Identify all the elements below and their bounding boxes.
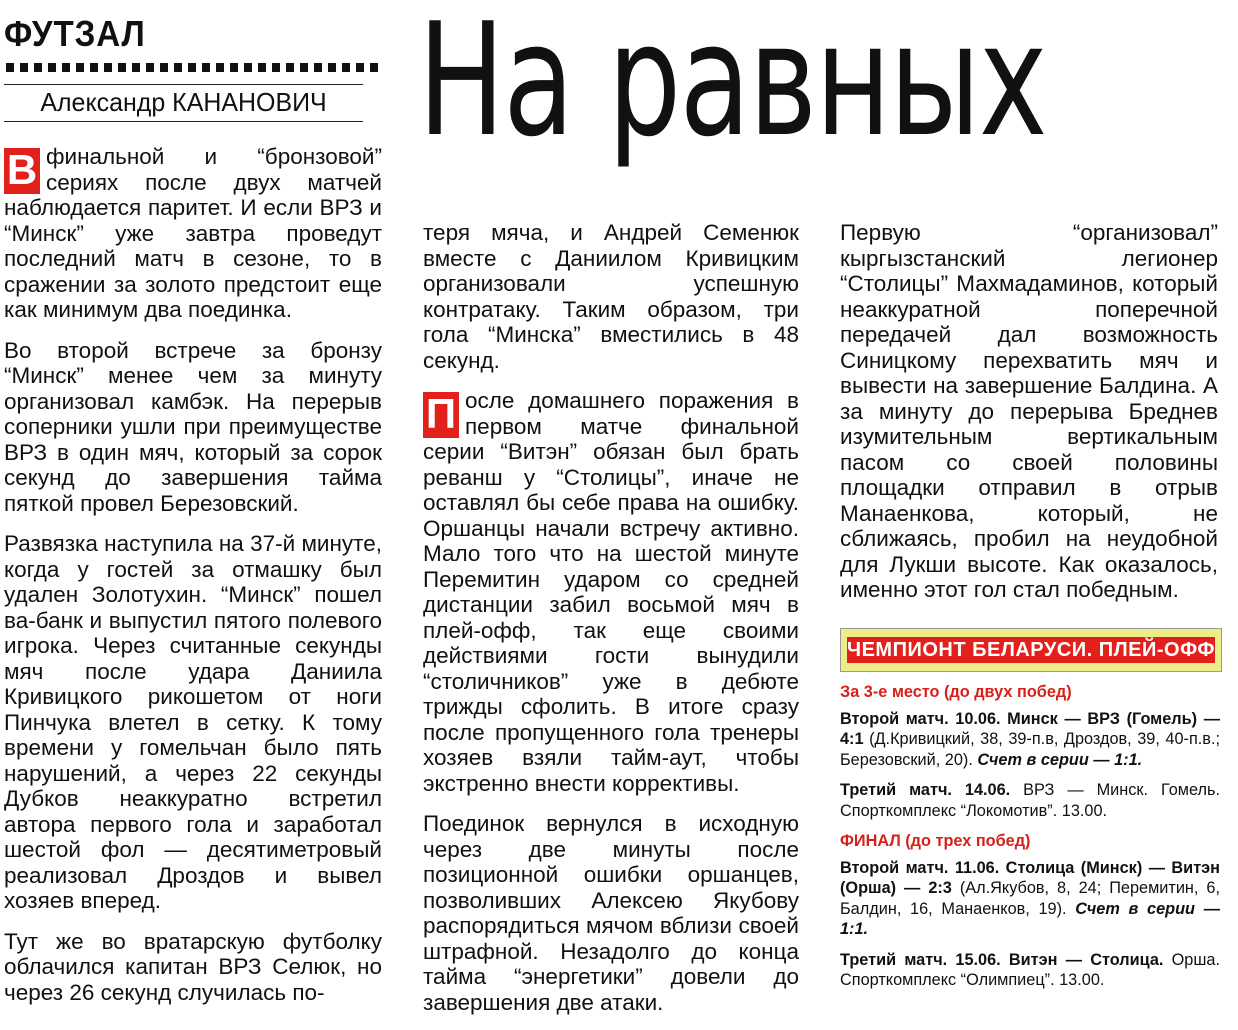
paragraph: Поединок вернулся в исходную через две минуты после позиционной ошибки оршанцев, позволивших Алексею Якубову распорядиться мячом вблизи своей штрафной. Незадолго до конца тайма “энергетики” довели до завершения две атаки. [423,811,799,1015]
dotted-rule [4,62,378,73]
paragraph: Тут же во вратарскую футболку облачился капитан ВРЗ Селюк, но через 26 секунд случилась по- [4,928,382,1005]
match-details: ВРЗ — Минск. Гомель. Спорткомплекс “Локомотив”. 13.00. [840,781,1220,820]
match-title: Третий матч. 14.06. [840,781,1011,799]
match-entry [840,858,1220,940]
match-details: (Д.Кривицкий, 38, 39-п.в, Дроздов, 39, 40-п.в.; Березовский, 20). [840,730,1220,769]
article-column-1 [4,144,382,1020]
author-byline: Александр КАНАНОВИЧ [4,84,363,122]
article-column-3 [840,220,1218,618]
match-title: Второй матч. 11.06. Столица (Минск) — Витэн (Орша) — 2:3 [840,858,1220,897]
match-entry [840,950,1220,991]
section-heading: За 3-е место (до двух побед) [840,683,1072,701]
paragraph [423,388,799,796]
drop-cap: В [4,148,40,194]
paragraph: Первую “организовал” кыргызстанский легионер “Столицы” Махмадаминов, который неаккуратной поперечной передачей дал возможность Синицкому перехватить мяч и вывести на завершение Балдина. А за минуту до перерыва Бреднев изумительным вертикальным пасом со своей половины площадки отправил в отрыв Манаенкова, который, не сближаясь, пробил на неудобной для Лукши высоте. Как оказалось, именно этот гол стал победным. [840,220,1218,602]
section-heading: ФИНАЛ (до трех побед) [840,832,1031,850]
rubric: ФУТЗАЛ [4,13,146,54]
series-score: Счет в серии — 1:1. [977,750,1143,769]
match-title: Второй матч. 10.06. Минск — ВРЗ (Гомель) — 4:1 [840,709,1220,748]
match-title: Третий матч. 15.06. Витэн — Столица. [840,950,1164,969]
results-box [840,682,1220,1001]
paragraph: теря мяча, и Андрей Семенюк вместе с Даниилом Кривицким организовали успешную контратаку. Таким образом, три гола “Минска” вместились в 48 секунд. [423,220,799,373]
match-details: (Ал.Якубов, 8, 24; Перемитин, 6, Балдин, 16, Манаенков, 19). [840,879,1220,918]
series-score: Счет в серии — 1:1. [840,899,1220,938]
paragraph-text: осле домашнего поражения в первом матче финальной серии “Витэн” обязан был брать реванш у “Столицы”, иначе не оставлял бы себе права на ошибку. Оршанцы начали встречу активно. Мало того что на шестой минуте Перемитин ударом со средней дистанции забил восьмой мяч в плей-офф, так еще своими действиями гости вынудили “столичников” уже в дебюте трижды сфолить. В итоге сразу после пропущенного гола тренеры хозяев взяли тайм-аут, чтобы экстренно внести коррективы. [423,388,799,796]
paragraph [4,144,382,323]
match-entry [840,709,1220,771]
paragraph: Во второй встрече за бронзу “Минск” менее чем за минуту организовал камбэк. На перерыв соперники ушли при преимуществе ВРЗ в один мяч, который за сорок секунд до завершения тайма пяткой провел Березовский. [4,337,382,516]
headline: На равных [418,0,1046,171]
paragraph: Развязка наступила на 37-й минуте, когда у гостей за отмашку был удален Золотухин. “Минск” пошел ва-банк и выпустил пятого полевого игрока. Через считанные секунды мяч после удара Даниила Кривицкого рикошетом от ноги Пинчука влетел в сетку. К тому времени у гомельчан было пять нарушений, а через 22 секунды Дубков неаккуратно встретил автора первого гола и заработал шестой фол — десятиметровый реализовал Дроздов и вывел хозяев вперед. [4,531,382,913]
match-details: Орша. Спорткомплекс “Олимпиец”. 13.00. [840,950,1220,989]
paragraph-text: финальной и “бронзовой” сериях после двух матчей наблюдается паритет. И если ВРЗ и “Минск” уже завтра проведут последний матч в сезоне, то в сражении за золото предстоит еще как минимум два поединка. [4,144,382,322]
drop-cap: П [423,392,459,438]
sidebar-title: ЧЕМПИОНТ БЕЛАРУСИ. ПЛЕЙ-ОФФ [847,639,1215,661]
article-column-2 [423,220,799,1030]
sidebar-header-box [840,628,1222,672]
match-entry [840,780,1220,821]
